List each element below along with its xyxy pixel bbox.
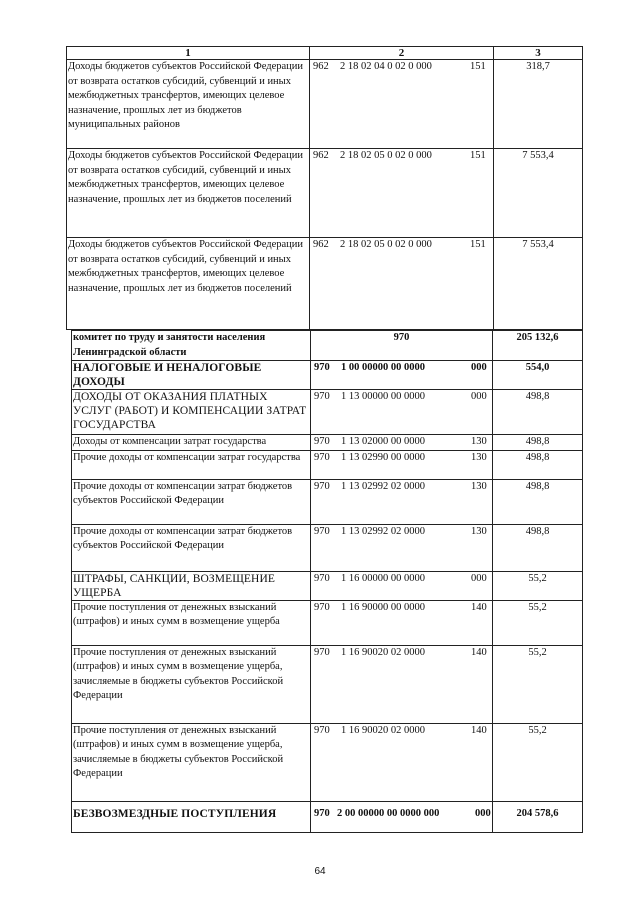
- table-row: [72, 390, 583, 435]
- budget-code: 1 16 90020 02 0000: [341, 724, 425, 736]
- budget-code: 1 13 02990 00 0000: [341, 451, 425, 463]
- table-row: [72, 361, 583, 390]
- table-row: [72, 723, 583, 801]
- kosgu-code: 140: [471, 646, 487, 658]
- budget-code: 2 18 02 05 0 02 0 000: [340, 150, 432, 161]
- table-row: [72, 571, 583, 600]
- row-name: Прочие поступления от денежных взысканий (штрафов) и иных сумм в возмещение ущерба: [72, 600, 311, 645]
- row-name: Прочие доходы от компенсации затрат бюджетов субъектов Российской Федерации: [72, 479, 311, 524]
- budget-code: 1 00 00000 00 0000: [341, 362, 425, 373]
- budget-code: 1 16 00000 00 0000: [341, 572, 425, 584]
- row-name: Прочие доходы от компенсации затрат государства: [72, 450, 311, 479]
- admin-code: 970: [314, 724, 330, 736]
- org-row: [72, 331, 583, 361]
- admin-code: 970: [314, 572, 330, 584]
- kosgu-code: 000: [471, 572, 487, 584]
- table-row: [72, 645, 583, 723]
- budget-code: 1 13 02992 02 0000: [341, 480, 425, 492]
- revenue-table-part1: [66, 46, 583, 330]
- kosgu-code: 140: [471, 724, 487, 736]
- kosgu-code: 130: [471, 480, 487, 492]
- budget-code: 2 18 02 05 0 02 0 000: [340, 239, 432, 250]
- row-codes: [311, 645, 493, 723]
- admin-code: 970: [314, 646, 330, 658]
- row-name: Доходы бюджетов субъектов Российской Федерации от возврата остатков субсидий, субвенций и иных межбюджетных трансфертов, имеющих целевое назначение, прошлых лет из бюджетов муниципальных районов: [67, 60, 310, 149]
- row-value: 7 553,4: [494, 149, 583, 238]
- table-row: [67, 238, 583, 330]
- row-value: 498,8: [493, 479, 583, 524]
- budget-code: 1 16 90020 02 0000: [341, 646, 425, 658]
- table-row: [72, 524, 583, 571]
- admin-code: 962: [313, 150, 329, 161]
- row-codes: [311, 801, 493, 832]
- table-row: [72, 435, 583, 451]
- budget-code: 1 13 00000 00 0000: [341, 391, 425, 402]
- org-code: 970: [311, 331, 493, 361]
- table-row: [67, 149, 583, 238]
- row-value: 7 553,4: [494, 238, 583, 330]
- budget-code: 1 13 02992 02 0000: [341, 525, 425, 537]
- header-col-1: 1: [67, 47, 310, 60]
- admin-code: 970: [314, 601, 330, 613]
- row-value: 55,2: [493, 600, 583, 645]
- table-row: [67, 60, 583, 149]
- header-col-3: 3: [494, 47, 583, 60]
- page-number: 64: [314, 866, 326, 877]
- admin-code: 970: [314, 436, 330, 447]
- table-header-row: [67, 47, 583, 60]
- kosgu-code: 000: [471, 391, 487, 402]
- row-codes: [311, 450, 493, 479]
- row-value: 498,8: [493, 435, 583, 451]
- budget-code: 2 18 02 04 0 02 0 000: [340, 61, 432, 72]
- row-value: 55,2: [493, 571, 583, 600]
- row-value: 55,2: [493, 645, 583, 723]
- table-row: [72, 450, 583, 479]
- kosgu-code: 151: [470, 61, 486, 72]
- admin-code: 962: [313, 239, 329, 250]
- row-value: 498,8: [493, 390, 583, 435]
- row-value: 204 578,6: [493, 801, 583, 832]
- admin-code: 970: [314, 451, 330, 463]
- row-name: Прочие поступления от денежных взысканий (штрафов) и иных сумм в возмещение ущерба, зачисляемые в бюджеты субъектов Российской Федерации: [72, 645, 311, 723]
- row-codes: [311, 600, 493, 645]
- row-codes: [311, 435, 493, 451]
- row-value: 318,7: [494, 60, 583, 149]
- row-name: НАЛОГОВЫЕ И НЕНАЛОГОВЫЕ ДОХОДЫ: [72, 361, 311, 390]
- row-name: ДОХОДЫ ОТ ОКАЗАНИЯ ПЛАТНЫХ УСЛУГ (РАБОТ) И КОМПЕНСАЦИИ ЗАТРАТ ГОСУДАРСТВА: [72, 390, 311, 435]
- kosgu-code: 000: [471, 362, 487, 373]
- row-codes: [310, 149, 494, 238]
- row-value: 554,0: [493, 361, 583, 390]
- admin-code: 970: [314, 362, 330, 373]
- row-name: Доходы бюджетов субъектов Российской Федерации от возврата остатков субсидий, субвенций и иных межбюджетных трансфертов, имеющих целевое назначение, прошлых лет из бюджетов поселений: [67, 238, 310, 330]
- row-name: Прочие поступления от денежных взысканий (штрафов) и иных сумм в возмещение ущерба, зачисляемые в бюджеты субъектов Российской Федерации: [72, 723, 311, 801]
- row-codes: [311, 479, 493, 524]
- row-codes: [311, 723, 493, 801]
- kosgu-code: 140: [471, 601, 487, 613]
- budget-code: 1 16 90000 00 0000: [341, 601, 425, 613]
- kosgu-code: 000: [475, 807, 491, 819]
- row-codes: [311, 524, 493, 571]
- budget-code: 1 13 02000 00 0000: [341, 436, 425, 447]
- table-row: [72, 801, 583, 832]
- row-value: 498,8: [493, 524, 583, 571]
- admin-code: 970: [314, 480, 330, 492]
- table-row: [72, 600, 583, 645]
- row-codes: [311, 390, 493, 435]
- row-codes: [311, 571, 493, 600]
- row-codes: [310, 238, 494, 330]
- kosgu-code: 130: [471, 451, 487, 463]
- row-value: 498,8: [493, 450, 583, 479]
- kosgu-code: 151: [470, 150, 486, 161]
- row-value: 55,2: [493, 723, 583, 801]
- budget-code: 2 00 00000 00 0000 000: [337, 807, 440, 819]
- table-row: [72, 479, 583, 524]
- kosgu-code: 130: [471, 436, 487, 447]
- kosgu-code: 151: [470, 239, 486, 250]
- row-name: Доходы от компенсации затрат государства: [72, 435, 311, 451]
- admin-code: 962: [313, 61, 329, 72]
- row-codes: [311, 361, 493, 390]
- revenue-table-part2: [71, 330, 583, 833]
- header-col-2: 2: [310, 47, 494, 60]
- row-name: БЕЗВОЗМЕЗДНЫЕ ПОСТУПЛЕНИЯ: [72, 801, 311, 832]
- admin-code: 970: [314, 807, 330, 819]
- admin-code: 970: [314, 391, 330, 402]
- row-name: ШТРАФЫ, САНКЦИИ, ВОЗМЕЩЕНИЕ УЩЕРБА: [72, 571, 311, 600]
- row-name: Доходы бюджетов субъектов Российской Федерации от возврата остатков субсидий, субвенций и иных межбюджетных трансфертов, имеющих целевое назначение, прошлых лет из бюджетов поселений: [67, 149, 310, 238]
- admin-code: 970: [314, 525, 330, 537]
- row-codes: [310, 60, 494, 149]
- org-total: 205 132,6: [493, 331, 583, 361]
- org-name: комитет по труду и занятости населения Ленинградской области: [72, 331, 311, 361]
- row-name: Прочие доходы от компенсации затрат бюджетов субъектов Российской Федерации: [72, 524, 311, 571]
- kosgu-code: 130: [471, 525, 487, 537]
